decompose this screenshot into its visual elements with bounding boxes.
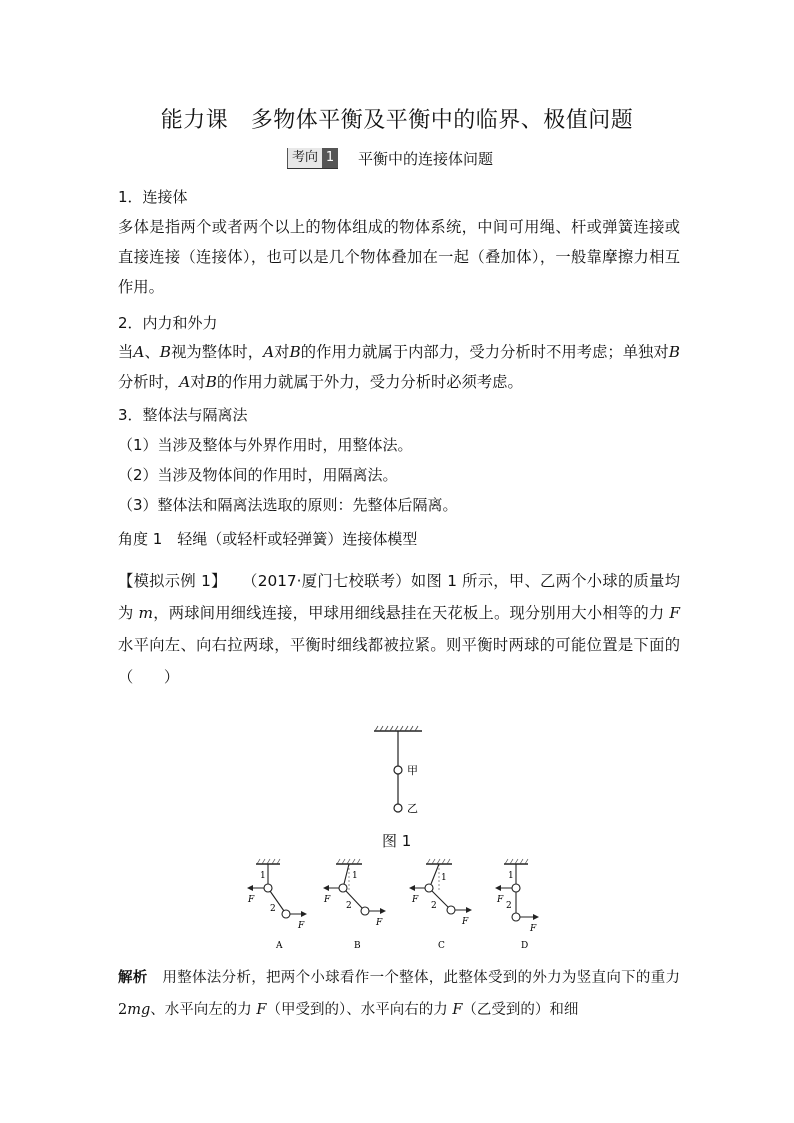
svg-text:F: F [412,895,419,905]
heading-2: 2．内力和外力 [118,314,218,332]
svg-text:D: D [521,941,529,951]
analysis-tag: 解析 [118,970,148,986]
svg-text:F: F [462,917,469,927]
figure-1-diagram [360,725,440,820]
option-a [247,859,306,951]
example-tag: 【模拟示例 1】 [118,572,227,590]
list-item: （3）整体法和隔离法选取的原则：先整体后隔离。 [118,496,458,514]
ball-yi-label: 乙 [407,802,418,815]
svg-text:1: 1 [352,871,358,881]
svg-text:2: 2 [506,901,512,911]
svg-text:C: C [438,941,445,951]
svg-text:2: 2 [270,904,276,914]
svg-text:F: F [530,924,537,934]
svg-text:2: 2 [431,901,437,911]
option-d [496,859,538,951]
svg-text:F: F [324,895,331,905]
kaoxiang-tag [287,148,338,169]
kaoxiang-number: 1 [322,148,338,168]
svg-text:B: B [354,941,361,951]
svg-text:2: 2 [346,901,352,911]
figure-1-caption: 图 1 [382,832,412,850]
angle-heading: 角度 1 轻绳（或轻杆或轻弹簧）连接体模型 [118,530,418,548]
heading-1: 1．连接体 [118,188,188,206]
section-title: 平衡中的连接体问题 [358,149,494,168]
heading-3: 3．整体法与隔离法 [118,406,248,424]
svg-text:F: F [248,895,255,905]
svg-text:F: F [298,921,305,931]
kaoxiang-label: 考向 [287,148,322,168]
analysis-paragraph: 解析 用整体法分析，把两个小球看作一个整体，此整体受到的外力为竖直向下的重力 2mg、水平向左的力 F（甲受到的）、水平向右的力 F（乙受到的）和细 [118,970,681,1018]
option-c [410,859,471,951]
ball-jia-label: 甲 [407,764,418,777]
list-item: （2）当涉及物体间的作用时，用隔离法。 [118,466,398,484]
svg-text:F: F [376,918,383,928]
option-b [323,859,385,951]
paragraph-1: 多体是指两个或者两个以上的物体组成的物体系统，中间可用绳、杆或弹簧连接或直接连接（连接体），也可以是几个物体叠加在一起（叠加体），一般靠摩擦力相互作用。 [118,218,680,296]
example-paragraph: 【模拟示例 1】 （2017·厦门七校联考）如图 1 所示，甲、乙两个小球的质量均为 m，两球间用细线连接，甲球用细线悬挂在天花板上。现分别用大小相等的力 F水平向左、向右拉两球，平衡时细线都被拉紧。则平衡时两球的可能位置是下面的（ ） [118,572,680,686]
example-source: （2017·厦门七校联考） [242,572,411,590]
svg-text:1: 1 [441,873,447,883]
list-item: （1）当涉及整体与外界作用时，用整体法。 [118,436,413,454]
page-title: 能力课 多物体平衡及平衡中的临界、极值问题 [160,108,634,133]
ball-yi [394,804,402,812]
section-badge [287,146,493,170]
paragraph-2: 当A、B视为整体时，A对B的作用力就属于内部力，受力分析时不用考虑；单独对B分析时，A对B的作用力就属于外力，受力分析时必须考虑。 [118,343,680,391]
svg-text:A: A [276,941,283,951]
svg-text:1: 1 [260,871,266,881]
svg-text:1: 1 [508,871,514,881]
svg-text:F: F [497,895,504,905]
options-diagram [240,858,560,953]
ball-jia [394,766,402,774]
